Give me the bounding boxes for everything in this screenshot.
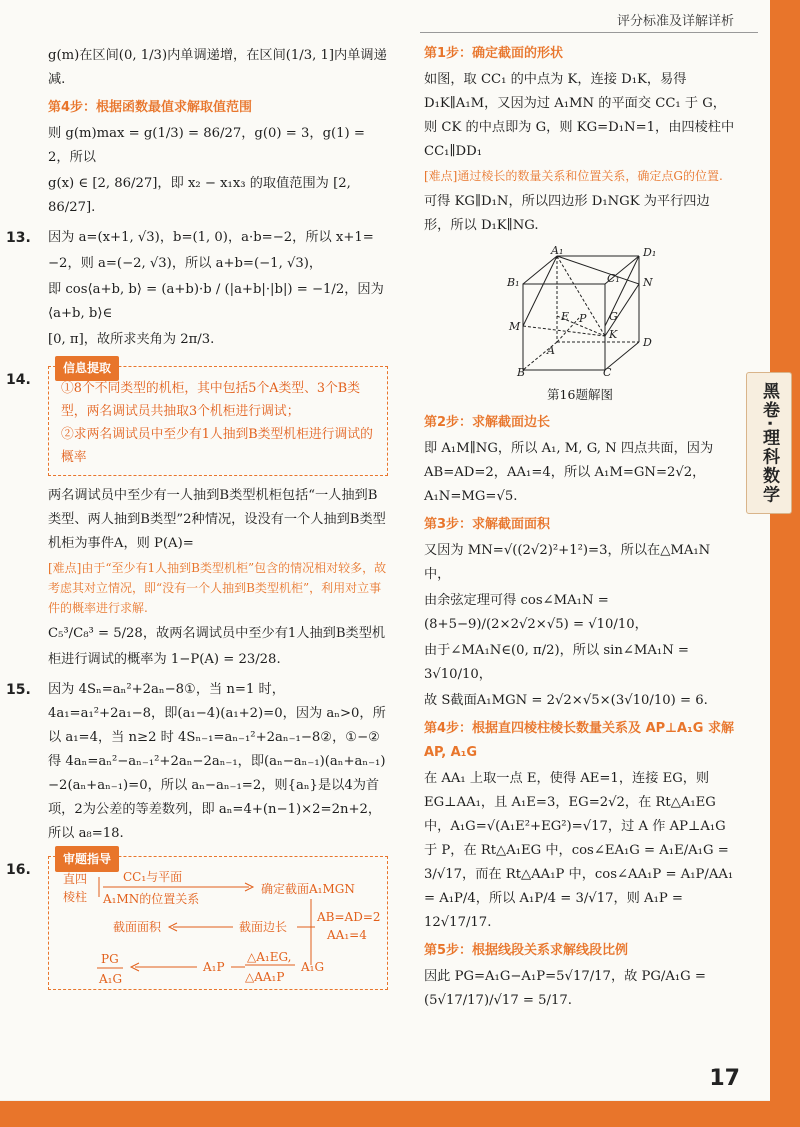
q16-difficulty-note: [难点]通过棱长的数量关系和位置关系，确定点G的位置. [424,169,723,183]
flow-ratio-bottom: A₁G [99,972,123,986]
q16-step5: 第5步：根据线段关系求解线段比例 [424,943,629,958]
q15-number: 15. [6,682,31,698]
q16-guide [6,852,388,990]
review-guide-box [48,852,388,990]
guide-flowchart [49,857,387,989]
q15-text: 因为 4Sₙ=aₙ²+2aₙ−8①，当 n=1 时，4a₁=a₁²+2a₁−8，即(a₁−4)(a₁+2)=0，因为 aₙ>0，所以 a₁=4，当 n≥2 时 4Sₙ₋₁=aₙ₋₁²+2aₙ₋₁−8②，①−②得 4aₙ=aₙ²−aₙ₋₁²+2aₙ−2aₙ₋₁，即(aₙ−aₙ₋₁)(aₙ+aₙ₋₁)−2(aₙ+aₙ₋₁)=0，所以 aₙ−aₙ₋₁=2，则{aₙ}是以4为首项，2为公差的等差数列，即 aₙ=4+(n−1)×2=2n+2，所以 a₈=18. [48,682,386,841]
q13-text-b: −2，则 a=(−2, √3)，所以 a+b=(−1, √3)， [48,256,323,271]
flow-start-1: 直四 [63,872,88,886]
side-orange-bar [770,0,800,1127]
flow-cond-top: CC₁与平面 [123,870,183,884]
flow-target: 确定截面A₁MGN [261,882,355,896]
q16-step3-text-b: 由余弦定理可得 cos∠MA₁N = (8+5−9)/(2×2√2×√5) = √10/10， [424,593,648,632]
label-G: G [609,310,618,323]
label-B1: B₁ [507,276,520,289]
info-extraction-box [48,361,388,476]
info-item-1: ①8个不同类型的机柜，其中包括5个A类型、3个B类型，两名调试员共抽取3个机柜进行调试； [61,381,361,419]
q16-number: 16. [6,862,31,878]
flow-area: 截面面积 [113,920,162,934]
guide-box-title: 审题指导 [55,846,119,872]
q13 [6,226,388,352]
flow-a1g: A₁G [301,960,325,974]
label-K: K [609,328,618,341]
q16-step3: 第3步：求解截面面积 [424,517,551,532]
q14-text-c: 柜进行调试的概率为 1−P(A) = 23/28. [48,652,281,667]
q13-text-c: 即 cos⟨a+b, b⟩ = (a+b)·b / (|a+b|·|b|) = −1/2，因为⟨a+b, b⟩∈ [48,282,384,321]
q14 [6,361,388,672]
q16-step5-text: 因此 PG=A₁G−A₁P=5√17/17，故 PG/A₁G = (5√17/17)/√17 = 5/17. [424,969,706,1008]
left-column [6,44,388,990]
q16-step4: 第4步：根据直四棱柱棱长数量关系及 AP⊥A₁G 求解 AP, A₁G [424,721,734,760]
label-M: M [509,320,521,333]
page-number: 17 [709,1066,740,1091]
label-C1: C₁ [607,272,620,285]
flow-a1p: A₁P [203,960,225,974]
q16-step2: 第2步：求解截面边长 [424,415,551,430]
q12-text-b: 则 g(m)max = g(1/3) = 86/27，g(0) = 3，g(1) = 2，所以 [48,126,365,165]
q16-step3-text-c: 由于∠MA₁N∈(0, π/2)，所以 sin∠MA₁N = 3√10/10， [424,643,689,682]
q16-step1-text: 如图，取 CC₁ 的中点为 K，连接 D₁K，易得 D₁K∥A₁M，又因为过 A₁MN 的平面交 CC₁ 于 G，则 CK 的中点即为 G，则 KG=D₁N=1，由四棱柱中 CC₁∥DD₁ [424,72,735,159]
side-tab: 黑卷·理科数学 [746,372,792,514]
q12-text-c: g(x) ∈ [2, 86/27]，即 x₂ − x₁x₃ 的取值范围为 [2, 86/27]. [48,176,351,215]
label-C: C [603,366,612,376]
label-P: P [579,312,587,325]
label-D1: D₁ [643,246,657,259]
info-item-2: ②求两名调试员中至少有1人抽到B类型机柜进行调试的概率 [61,427,373,465]
q16-step1: 第1步：确定截面的形状 [424,46,564,61]
flow-ratio-top: PG [101,952,119,966]
header-title: 评分标准及详解详析 [616,14,734,29]
label-E: E [561,310,570,323]
figure-caption: 第16题解图 [547,387,613,402]
q13-text-a: 因为 a=(x+1, √3)，b=(1, 0)，a·b=−2，所以 x+1= [48,230,374,245]
info-box-title: 信息提取 [55,356,119,381]
q16-step4-text: 在 AA₁ 上取一点 E，使得 AE=1，连接 EG，则 EG⊥AA₁，且 A₁E=3，EG=2√2，在 Rt△A₁EG 中，A₁G=√(A₁E²+EG²)=√17，过 A 作 AP⊥A₁G 于 P，在 Rt△A₁EG 中，cos∠EA₁G = A₁E/A₁G = 3/√17，而在 Rt△AA₁P 中，cos∠AA₁P = A₁P/AA₁ = A₁P/4，所以 A₁P/4 = 3/√17，则 A₁P = 12√17/17. [424,771,734,930]
q16-step3-text-a: 又因为 MN=√((2√2)²+1²)=3，所以在△MA₁N中， [424,543,711,582]
bottom-orange-bar [0,1101,800,1127]
flow-tri-top: △A₁EG, [247,950,292,964]
label-B: B [517,366,526,376]
right-column [424,44,736,1015]
q12-text-a: g(m)在区间(0, 1/3)内单调递增，在区间(1/3, 1]内单调递减. [48,48,387,87]
q13-number: 13. [6,230,31,246]
flow-lengths2: AA₁=4 [327,928,367,942]
q14-difficulty-note: [难点]由于“至少有1人抽到B类型机柜”包含的情况相对较多，故考虑其对立情况，即“没有一个人抽到B类型机柜”，利用对立事件的概率进行求解. [48,561,387,615]
q16-step2-text: 即 A₁M∥NG，所以 A₁, M, G, N 四点共面，因为 AB=AD=2，AA₁=4，所以 A₁M=GN=2√2，A₁N=MG=√5. [424,441,714,504]
q12-step4: 第4步：根据函数最值求解取值范围 [48,100,253,115]
flow-tri-bottom: △AA₁P [245,970,285,984]
label-A1: A₁ [551,246,564,257]
flow-cond-bottom: A₁MN的位置关系 [103,892,200,906]
q14-text-a: 两名调试员中至少有一人抽到B类型机柜包括“一人抽到B类型、两人抽到B类型”2种情况，设没有一个人抽到B类型机柜为事件A，则 P(A)= [48,488,386,551]
label-N: N [643,276,653,289]
q16-step1-text-b: 可得 KG∥D₁N，所以四边形 D₁NGK 为平行四边形，所以 D₁K∥NG. [424,194,710,233]
q16-step3-text-d: 故 S截面A₁MGN = 2√2×√5×(3√10/10) = 6. [424,693,708,708]
flow-start-2: 棱柱 [63,890,88,904]
q14-number: 14. [6,372,31,388]
prism-diagram [495,246,665,376]
label-D: D [643,336,652,349]
flow-lengths: AB=AD=2 [317,910,381,924]
header-divider [420,32,758,33]
q15 [6,678,388,846]
q13-text-d: [0, π]，故所求夹角为 2π/3. [48,332,215,347]
label-A: A [547,344,555,357]
flow-edges: 截面边长 [239,920,288,934]
q14-text-b: C₅³/C₈³ = 5/28，故两名调试员中至少有1人抽到B类型机 [48,626,386,641]
prism-figure [424,246,736,407]
